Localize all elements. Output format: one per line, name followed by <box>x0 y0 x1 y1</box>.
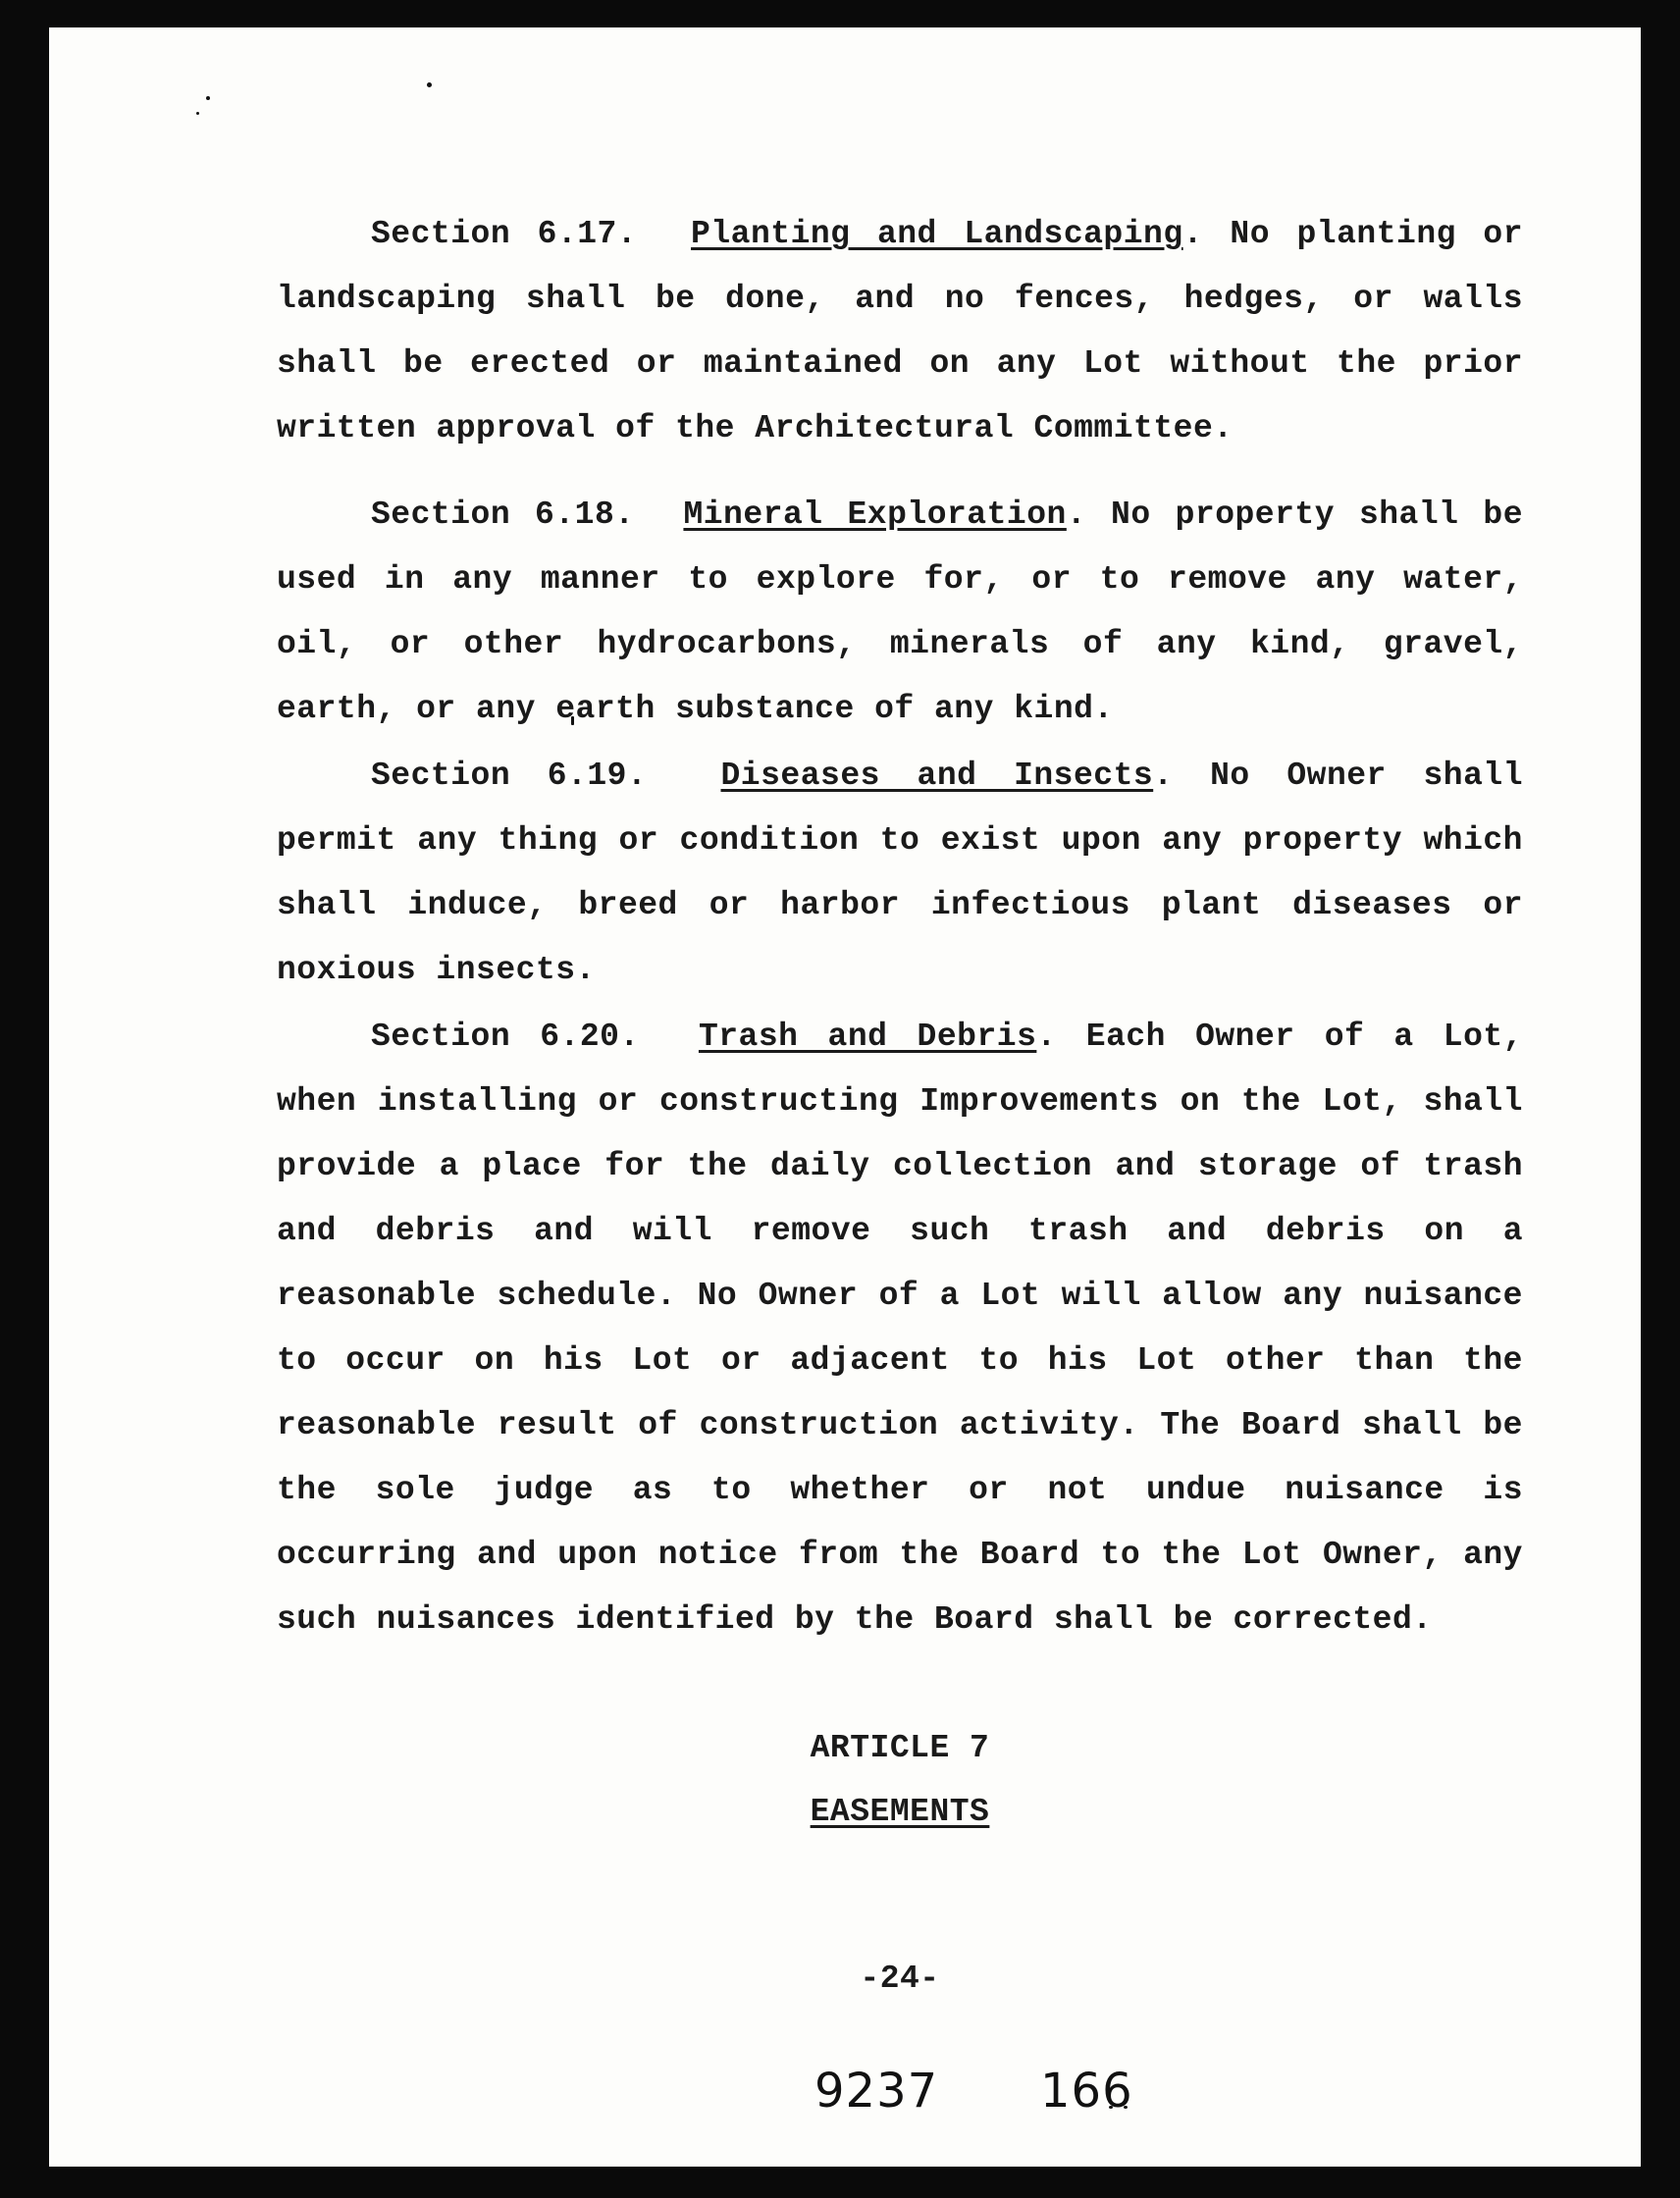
article-label: ARTICLE 7 <box>810 1730 990 1766</box>
section-6-19 <box>277 744 1523 1003</box>
section-body: . No property shall be used in any manner to explore for, or to remove any water, oil, or other hydrocarbons, minerals of any kind, gravel, earth, or any earth substance of any kind. <box>277 497 1523 727</box>
article-title: EASEMENTS <box>810 1794 990 1830</box>
section-6-18 <box>277 483 1523 742</box>
section-number: Section 6.18. <box>371 497 635 533</box>
section-heading: Mineral Exploration <box>683 497 1067 533</box>
section-heading: Trash and Debris <box>698 1019 1037 1055</box>
section-heading: Planting and Landscaping <box>691 216 1183 252</box>
section-number: Section 6.17. <box>371 216 638 252</box>
footer-number-left: 9237 <box>814 2064 939 2119</box>
section-body: . No Owner shall permit any thing or condition to exist upon any property which shall induce, breed or harbor infectious plant diseases or noxious insects. <box>277 758 1523 988</box>
section-body: . Each Owner of a Lot, when installing or constructing Improvements on the Lot, shall provide a place for the daily collection and storage of trash and debris and will remove such trash and debris on a reasonable schedule. No Owner of a Lot will allow any nuisance to occur on his Lot or adjacent to his Lot other than the reasonable result of construction activity. The Board shall be the sole judge as to whether or not undue nuisance is occurring and upon notice from the Board to the Lot Owner, any such nuisances identified by the Board shall be corrected. <box>277 1019 1523 1638</box>
scan-speck <box>196 112 199 115</box>
section-number: Section 6.20. <box>371 1019 640 1055</box>
page-number: -24- <box>860 1961 940 1997</box>
section-6-17 <box>277 202 1523 461</box>
footer-number-right: 166 <box>1040 2064 1133 2119</box>
scan-speck <box>427 82 432 87</box>
scan-speck <box>206 96 210 100</box>
section-6-20 <box>277 1005 1523 1652</box>
section-number: Section 6.19. <box>371 758 648 794</box>
document-page <box>49 27 1641 2167</box>
section-heading: Diseases and Insects <box>720 758 1154 794</box>
section-body: . No planting or landscaping shall be done, and no fences, hedges, or walls shall be erected or maintained on any Lot without the prior written approval of the Architectural Committee. <box>277 216 1523 446</box>
